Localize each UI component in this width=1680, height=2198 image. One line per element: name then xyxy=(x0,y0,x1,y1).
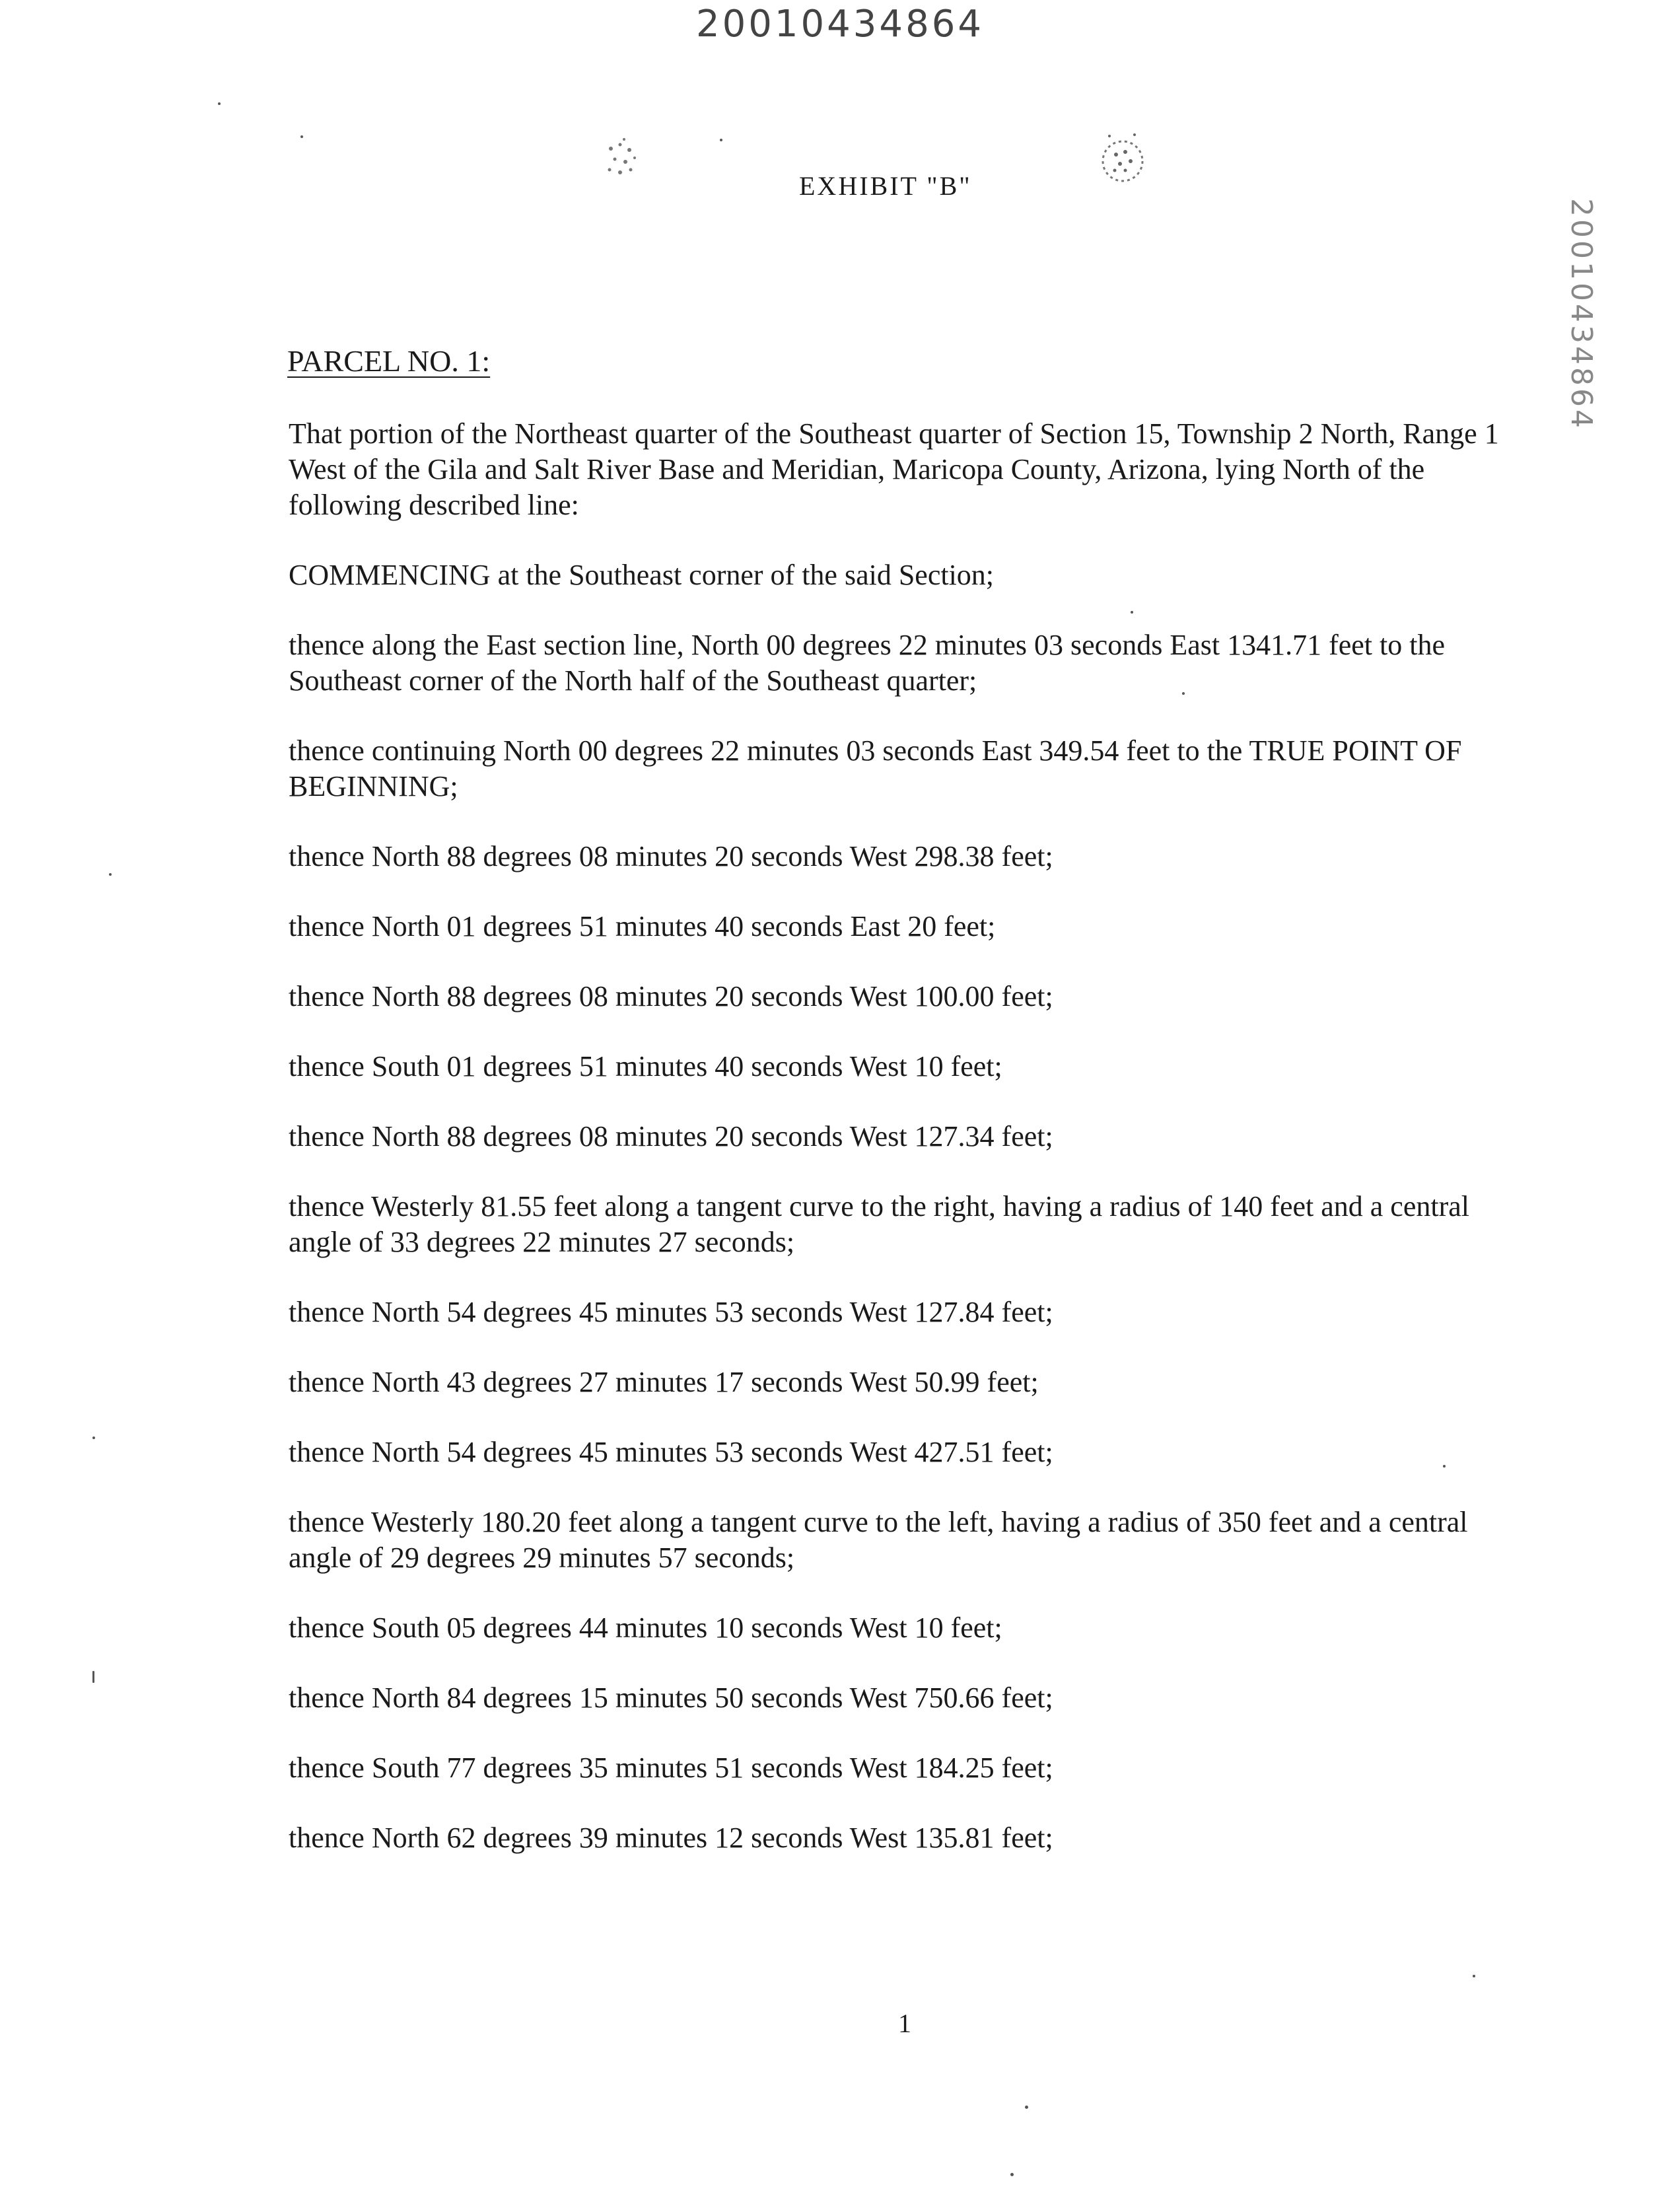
description-paragraph: thence South 01 degrees 51 minutes 40 seconds West 10 feet; xyxy=(289,1050,1002,1082)
description-paragraph: thence North 01 degrees 51 minutes 40 seconds East 20 feet; xyxy=(289,910,996,942)
description-paragraph: That portion of the Northeast quarter of the Southeast quarter of Section 15, Township 2 North, Range 1 West of the Gila and Salt River Base and Meridian, Maricopa County, Arizona, lying North of the following described line: xyxy=(289,417,1499,521)
description-paragraph: thence North 43 degrees 27 minutes 17 seconds West 50.99 feet; xyxy=(289,1366,1039,1398)
scan-speck xyxy=(109,873,112,876)
notary-seal-icon xyxy=(1096,132,1149,185)
description-paragraph: thence North 62 degrees 39 minutes 12 seconds West 135.81 feet; xyxy=(289,1822,1053,1854)
parcel-heading: PARCEL NO. 1: xyxy=(287,344,491,378)
description-paragraph: thence North 88 degrees 08 minutes 20 seconds West 100.00 feet; xyxy=(289,980,1053,1012)
scan-speck xyxy=(1443,1465,1446,1468)
description-paragraph: thence North 88 degrees 08 minutes 20 seconds West 127.34 feet; xyxy=(289,1120,1053,1152)
description-paragraph: thence along the East section line, North 00 degrees 22 minutes 03 seconds East 1341.71 feet to the Southeast corner of the North half of the Southeast quarter; xyxy=(289,629,1445,697)
recording-number: 20010434864 xyxy=(696,3,984,46)
side-recording-stamp: 20010434864 xyxy=(1564,198,1598,431)
legal-description xyxy=(289,416,1517,1890)
description-paragraph: thence Westerly 81.55 feet along a tangent curve to the right, having a radius of 140 feet and a central angle of 33 degrees 22 minutes 27 seconds; xyxy=(289,1190,1469,1258)
scan-speck xyxy=(1025,2106,1028,2109)
description-paragraph: thence South 05 degrees 44 minutes 10 seconds West 10 feet; xyxy=(289,1612,1002,1644)
scan-speck xyxy=(92,1436,95,1439)
scan-speck xyxy=(218,102,221,105)
scan-speck xyxy=(1131,611,1133,614)
scan-speck xyxy=(1182,692,1185,695)
description-paragraph: COMMENCING at the Southeast corner of the said Section; xyxy=(289,559,995,591)
description-paragraph: thence North 88 degrees 08 minutes 20 seconds West 298.38 feet; xyxy=(289,840,1053,872)
scan-speck xyxy=(92,1671,94,1683)
scan-speck xyxy=(720,139,722,141)
description-paragraph: thence South 77 degrees 35 minutes 51 seconds West 184.25 feet; xyxy=(289,1752,1053,1784)
description-paragraph: thence North 54 degrees 45 minutes 53 seconds West 127.84 feet; xyxy=(289,1296,1053,1328)
description-paragraph: thence North 84 degrees 15 minutes 50 seconds West 750.66 feet; xyxy=(289,1682,1053,1714)
scan-speck xyxy=(300,135,303,138)
scan-speck xyxy=(1473,1975,1475,1977)
notary-seal-icon xyxy=(598,135,650,188)
page-number: 1 xyxy=(898,2008,911,2038)
exhibit-title: EXHIBIT "B" xyxy=(799,171,972,201)
description-paragraph: thence continuing North 00 degrees 22 minutes 03 seconds East 349.54 feet to the TRUE POINT OF BEGINNING; xyxy=(289,734,1462,802)
scan-speck xyxy=(1010,2173,1014,2176)
description-paragraph: thence Westerly 180.20 feet along a tangent curve to the left, having a radius of 350 feet and a central angle of 29 degrees 29 minutes 57 seconds; xyxy=(289,1506,1468,1574)
description-paragraph: thence North 54 degrees 45 minutes 53 seconds West 427.51 feet; xyxy=(289,1436,1053,1468)
